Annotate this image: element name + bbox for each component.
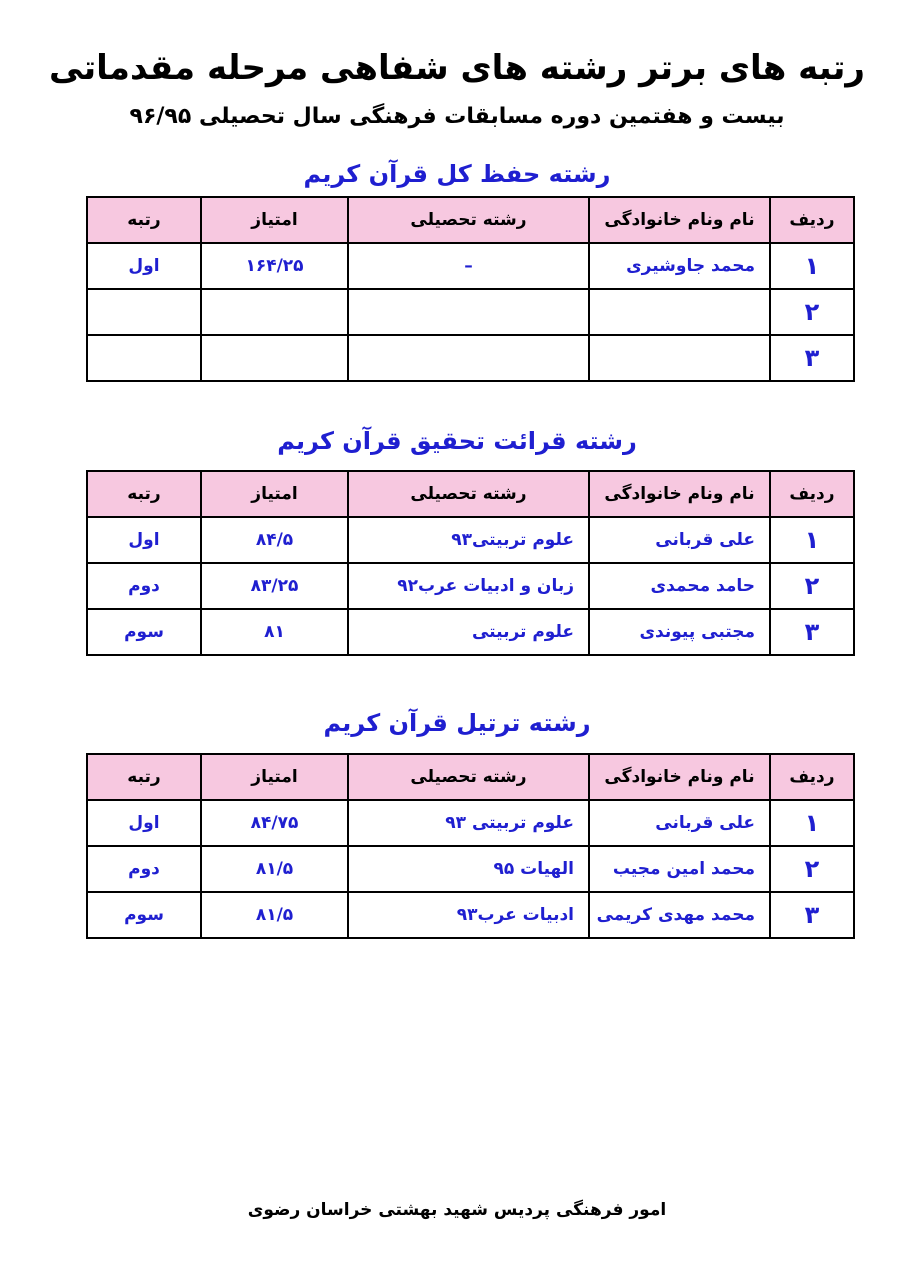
cell-rank: دوم [87, 846, 201, 892]
column-header-index: ردیف [770, 754, 854, 800]
cell-rank: سوم [87, 609, 201, 655]
cell-name: حامد محمدی [589, 563, 770, 609]
table-row [87, 563, 854, 609]
cell-name: محمد امین مجیب [589, 846, 770, 892]
cell-name [589, 335, 770, 381]
cell-index: ۳ [770, 335, 854, 381]
cell-field: زبان و ادبیات عرب۹۲ [348, 563, 589, 609]
table-row [87, 517, 854, 563]
column-header-index: ردیف [770, 197, 854, 243]
cell-field: ادبیات عرب۹۳ [348, 892, 589, 938]
column-header-score: امتیاز [201, 754, 348, 800]
cell-field [348, 335, 589, 381]
cell-index: ۲ [770, 563, 854, 609]
cell-rank [87, 289, 201, 335]
cell-index: ۱ [770, 517, 854, 563]
cell-field: علوم تربیتی۹۳ [348, 517, 589, 563]
cell-index: ۳ [770, 892, 854, 938]
cell-index: ۲ [770, 846, 854, 892]
cell-index: ۱ [770, 800, 854, 846]
column-header-rank: رتبه [87, 754, 201, 800]
cell-score: ۸۴/۵ [201, 517, 348, 563]
table-row [87, 609, 854, 655]
cell-rank: اول [87, 243, 201, 289]
cell-field [348, 289, 589, 335]
cell-rank [87, 335, 201, 381]
table-hifz [86, 196, 855, 382]
column-header-score: امتیاز [201, 197, 348, 243]
table-row [87, 289, 854, 335]
cell-index: ۲ [770, 289, 854, 335]
section-title-tartil: رشته ترتیل قرآن کریم [323, 709, 591, 737]
table-row [87, 335, 854, 381]
column-header-name: نام ونام خانوادگی [589, 197, 770, 243]
cell-score: ۸۱ [201, 609, 348, 655]
cell-score: ۸۴/۷۵ [201, 800, 348, 846]
cell-field: علوم تربیتی [348, 609, 589, 655]
table-row [87, 892, 854, 938]
page-subtitle: بیست و هفتمین دوره مسابقات فرهنگی سال تحصیلی ۹۶/۹۵ [129, 104, 785, 129]
page-title: رتبه های برتر رشته های شفاهی مرحله مقدماتی [48, 48, 866, 88]
column-header-rank: رتبه [87, 471, 201, 517]
cell-field: الهیات ۹۵ [348, 846, 589, 892]
cell-index: ۱ [770, 243, 854, 289]
cell-name: علی قربانی [589, 517, 770, 563]
cell-index: ۳ [770, 609, 854, 655]
section-title-hifz: رشته حفظ کل قرآن کریم [303, 160, 611, 188]
column-header-score: امتیاز [201, 471, 348, 517]
cell-score: ۸۳/۲۵ [201, 563, 348, 609]
section-title-qiraat: رشته قرائت تحقیق قرآن کریم [277, 427, 637, 455]
column-header-index: ردیف [770, 471, 854, 517]
column-header-name: نام ونام خانوادگی [589, 471, 770, 517]
cell-field: – [348, 243, 589, 289]
cell-rank: اول [87, 517, 201, 563]
cell-score: ۸۱/۵ [201, 892, 348, 938]
cell-score [201, 335, 348, 381]
cell-rank: دوم [87, 563, 201, 609]
table-header-row [87, 471, 854, 517]
column-header-rank: رتبه [87, 197, 201, 243]
column-header-field: رشته تحصیلی [348, 754, 589, 800]
cell-name: مجتبی پیوندی [589, 609, 770, 655]
column-header-name: نام ونام خانوادگی [589, 754, 770, 800]
cell-score [201, 289, 348, 335]
cell-name: محمد جاوشیری [589, 243, 770, 289]
column-header-field: رشته تحصیلی [348, 471, 589, 517]
cell-score: ۸۱/۵ [201, 846, 348, 892]
cell-name [589, 289, 770, 335]
cell-rank: اول [87, 800, 201, 846]
table-qiraat [86, 470, 855, 656]
cell-name: محمد مهدی کریمی [589, 892, 770, 938]
table-row [87, 243, 854, 289]
table-header-row [87, 754, 854, 800]
table-row [87, 846, 854, 892]
cell-name: علی قربانی [589, 800, 770, 846]
table-row [87, 800, 854, 846]
cell-score: ۱۶۴/۲۵ [201, 243, 348, 289]
table-header-row [87, 197, 854, 243]
cell-field: علوم تربیتی ۹۳ [348, 800, 589, 846]
cell-rank: سوم [87, 892, 201, 938]
table-tartil [86, 753, 855, 939]
footer-text: امور فرهنگی پردیس شهید بهشتی خراسان رضوی [247, 1200, 667, 1220]
column-header-field: رشته تحصیلی [348, 197, 589, 243]
